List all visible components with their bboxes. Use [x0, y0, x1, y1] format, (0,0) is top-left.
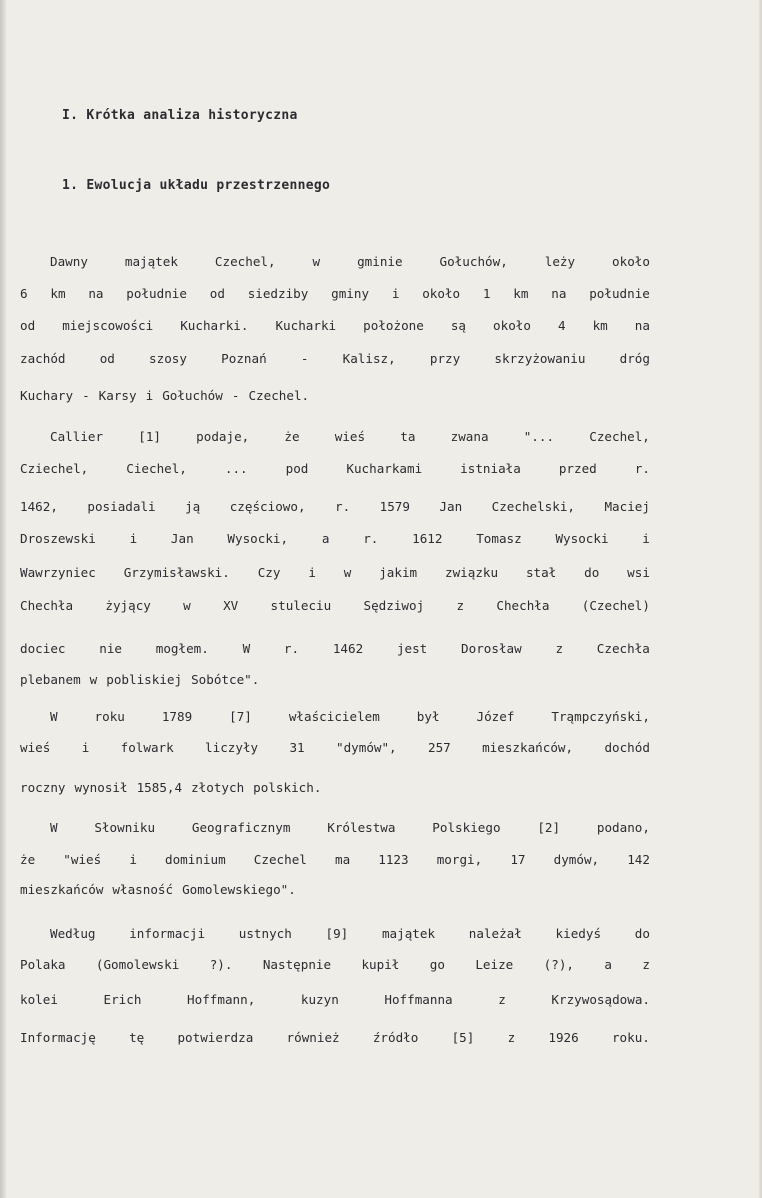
word: 31 [289, 740, 305, 755]
word: "dymów", [335, 740, 397, 755]
word: informacji [129, 926, 206, 941]
word: Callier [50, 429, 104, 444]
text-line [20, 318, 650, 334]
word: kiedyś [555, 926, 602, 941]
word: Jan [170, 531, 194, 546]
word: km [592, 318, 608, 333]
word: Dorosław [461, 641, 522, 656]
word: od [20, 318, 36, 333]
word: Czechelski, [491, 499, 576, 514]
word: kolei [20, 992, 58, 1007]
word: gminy [331, 286, 370, 301]
word: ma [334, 852, 351, 867]
word: Chechła [20, 598, 74, 613]
word: Maciej [604, 499, 650, 514]
word: ustnych [238, 926, 292, 941]
word: 17 [510, 852, 526, 867]
text-line [20, 286, 650, 302]
word: stał [525, 565, 557, 580]
word: (?), [543, 957, 574, 972]
subsection-heading: 1. Ewolucja układu przestrzennego [62, 178, 331, 193]
text-line [50, 820, 650, 836]
word: leży [544, 254, 576, 269]
word: miejscowości [62, 318, 154, 333]
text-line [50, 254, 650, 270]
text-line [20, 499, 650, 515]
word: [9] [325, 926, 349, 941]
word: 1462 [332, 641, 364, 656]
word: jest [396, 641, 428, 656]
text-line [20, 641, 650, 657]
word: Kucharki. [180, 318, 249, 333]
text-line [50, 429, 650, 445]
word: Kalisz, [342, 351, 396, 366]
word: Słowniku [94, 820, 156, 835]
word: majątek [381, 926, 436, 941]
word: ... [224, 461, 248, 476]
word: roku. [611, 1030, 650, 1045]
word: podano, [596, 820, 650, 835]
word: w [343, 565, 352, 580]
text-line [20, 351, 650, 367]
word: plebanem [20, 672, 81, 687]
word: jakim [379, 565, 418, 580]
word: Czechel, [214, 254, 276, 269]
word: związku [445, 565, 499, 580]
word: w [312, 254, 321, 269]
word: Cziechel, [20, 461, 89, 476]
word: 1926 [548, 1030, 579, 1045]
word: Jan [439, 499, 463, 514]
word: Kuchary [20, 388, 74, 403]
word: liczyły [205, 740, 259, 755]
word: Polskiego [432, 820, 501, 835]
text-line [20, 565, 650, 581]
word: (Gomolewski [95, 957, 180, 972]
word: południe [589, 286, 650, 301]
word: stuleciu [270, 598, 332, 613]
word: [2] [537, 820, 561, 835]
word: Krzywosądowa. [551, 992, 650, 1007]
word: Gomolewskiego". [182, 882, 296, 897]
word: a [604, 957, 612, 972]
word: wieś [20, 740, 51, 755]
word: również [286, 1030, 340, 1045]
word: pobliskiej [106, 672, 183, 687]
word: i [642, 531, 650, 546]
word: Józef [476, 709, 515, 724]
word: kupił [361, 957, 400, 972]
word: - [231, 388, 240, 403]
word: 1 [482, 286, 491, 301]
word: od [99, 351, 115, 366]
word: i [308, 565, 316, 580]
word: Dawny [50, 254, 88, 269]
word: tę [129, 1030, 145, 1045]
word: r. [283, 641, 300, 656]
word: Czechel, [589, 429, 650, 444]
word: był [416, 709, 440, 724]
word: na [88, 286, 104, 301]
word: - [300, 351, 309, 366]
word: Sędziwoj [363, 598, 425, 613]
word: i [391, 286, 400, 301]
word: wynosił [74, 780, 128, 795]
word: w [89, 672, 98, 687]
word: "wieś [63, 852, 102, 867]
word: zwana [450, 429, 489, 444]
word: z [507, 1030, 516, 1045]
word: żyjący [105, 598, 151, 613]
word: km [50, 286, 66, 301]
word: majątek [124, 254, 178, 269]
text-line [20, 780, 650, 796]
word: go [429, 957, 445, 972]
word: roku [94, 709, 125, 724]
word: Czechel. [248, 388, 310, 403]
word: częściowo, [229, 499, 306, 514]
word: położone [363, 318, 424, 333]
word: kuzyn [300, 992, 339, 1007]
text-line [50, 926, 650, 942]
word: dymów, [553, 852, 600, 867]
word: Wysocki, [227, 531, 289, 546]
word: W [50, 820, 58, 835]
word: potwierdza [177, 1030, 254, 1045]
word: 1585,4 [136, 780, 183, 795]
word: od [209, 286, 225, 301]
word: nie [99, 641, 122, 656]
word: Sobótce". [191, 672, 260, 687]
word: źródło [372, 1030, 419, 1045]
section-heading: I. Krótka analiza historyczna [62, 108, 298, 123]
word: Czechel [253, 852, 307, 867]
word: szosy [149, 351, 187, 366]
word: ją [185, 499, 201, 514]
page-right-shadow [758, 0, 762, 1198]
word: ?). [209, 957, 233, 972]
word: (Czechel) [581, 598, 650, 613]
word: r. [634, 461, 650, 476]
word: "... [523, 429, 555, 444]
word: roczny [20, 780, 66, 795]
word: Według [50, 926, 96, 941]
word: Chechła [496, 598, 550, 613]
word: XV [223, 598, 239, 613]
text-line [20, 852, 650, 868]
word: w [183, 598, 191, 613]
word: na [551, 286, 567, 301]
word: Grzymisławski. [123, 565, 230, 580]
word: Kucharkami [346, 461, 423, 476]
word: W [242, 641, 251, 656]
word: i [129, 852, 137, 867]
word: do [634, 926, 650, 941]
word: Geograficznym [191, 820, 291, 835]
text-line [20, 957, 650, 973]
word: około [612, 254, 650, 269]
word: Następnie [262, 957, 332, 972]
word: mieszkańców, [482, 740, 574, 755]
word: Droszewski [20, 531, 96, 546]
word: mogłem. [155, 641, 209, 656]
word: istniała [460, 461, 521, 476]
word: Ciechel, [126, 461, 187, 476]
word: na [634, 318, 650, 333]
word: 4 [557, 318, 566, 333]
word: 1123 [378, 852, 409, 867]
word: Gołuchów [162, 388, 223, 403]
word: folwark [120, 740, 174, 755]
word: morgi, [436, 852, 483, 867]
word: - [82, 388, 90, 403]
word: skrzyżowaniu [494, 351, 586, 366]
word: z [555, 641, 564, 656]
word: km [513, 286, 529, 301]
word: dominium [165, 852, 226, 867]
word: przed [558, 461, 597, 476]
text-line [20, 388, 650, 404]
word: Poznań [221, 351, 267, 366]
word: Kucharki [275, 318, 337, 333]
word: wsi [627, 565, 650, 580]
word: i [129, 531, 138, 546]
text-line [20, 1030, 650, 1046]
word: należał [468, 926, 522, 941]
word: 1789 [161, 709, 193, 724]
word: ta [400, 429, 416, 444]
word: podaje, [196, 429, 250, 444]
word: Gołuchów, [439, 254, 508, 269]
word: złotych [191, 780, 245, 795]
word: z [456, 598, 465, 613]
word: Polaka [20, 957, 66, 972]
word: a [321, 531, 330, 546]
word: Trąmpczyński, [551, 709, 650, 724]
word: [7] [229, 709, 252, 724]
word: własność [112, 882, 174, 897]
text-line [50, 709, 650, 725]
word: około [493, 318, 531, 333]
word: Wysocki [555, 531, 609, 546]
text-line [20, 672, 650, 688]
word: dochód [604, 740, 650, 755]
word: Karsy [98, 388, 137, 403]
word: Czy [257, 565, 281, 580]
word: Hoffmann, [187, 992, 256, 1007]
word: południe [126, 286, 187, 301]
word: że [20, 852, 36, 867]
word: dociec [20, 641, 66, 656]
word: Tomasz [476, 531, 522, 546]
word: z [498, 992, 506, 1007]
word: przy [429, 351, 461, 366]
word: 257 [428, 740, 451, 755]
word: Czechła [596, 641, 650, 656]
word: i [81, 740, 90, 755]
text-line [20, 882, 650, 898]
word: Wawrzyniec [20, 565, 96, 580]
word: 1579 [379, 499, 410, 514]
page-left-shadow [0, 0, 6, 1198]
word: zachód [20, 351, 66, 366]
word: [5] [451, 1030, 475, 1045]
word: 1612 [412, 531, 443, 546]
word: 6 [20, 286, 28, 301]
word: W [50, 709, 58, 724]
word: 1462, [20, 499, 58, 514]
word: [1] [138, 429, 161, 444]
word: z [642, 957, 650, 972]
word: Erich [103, 992, 142, 1007]
word: około [422, 286, 461, 301]
text-line [20, 598, 650, 614]
text-line [20, 992, 650, 1008]
word: dróg [619, 351, 650, 366]
word: Leize [475, 957, 514, 972]
text-line [20, 740, 650, 756]
word: Hoffmanna [384, 992, 453, 1007]
word: posiadali [87, 499, 156, 514]
text-line [20, 531, 650, 547]
word: polskich. [253, 780, 322, 795]
word: właścicielem [288, 709, 380, 724]
word: do [584, 565, 600, 580]
word: Królestwa [327, 820, 396, 835]
word: mieszkańców [20, 882, 104, 897]
word: są [450, 318, 467, 333]
word: siedziby [247, 286, 309, 301]
word: r. [334, 499, 351, 514]
text-line [20, 461, 650, 477]
word: wieś [334, 429, 366, 444]
word: 142 [627, 852, 650, 867]
word: Informację [20, 1030, 96, 1045]
word: pod [285, 461, 309, 476]
word: że [284, 429, 300, 444]
word: r. [363, 531, 379, 546]
word: i [145, 388, 154, 403]
word: gminie [357, 254, 403, 269]
